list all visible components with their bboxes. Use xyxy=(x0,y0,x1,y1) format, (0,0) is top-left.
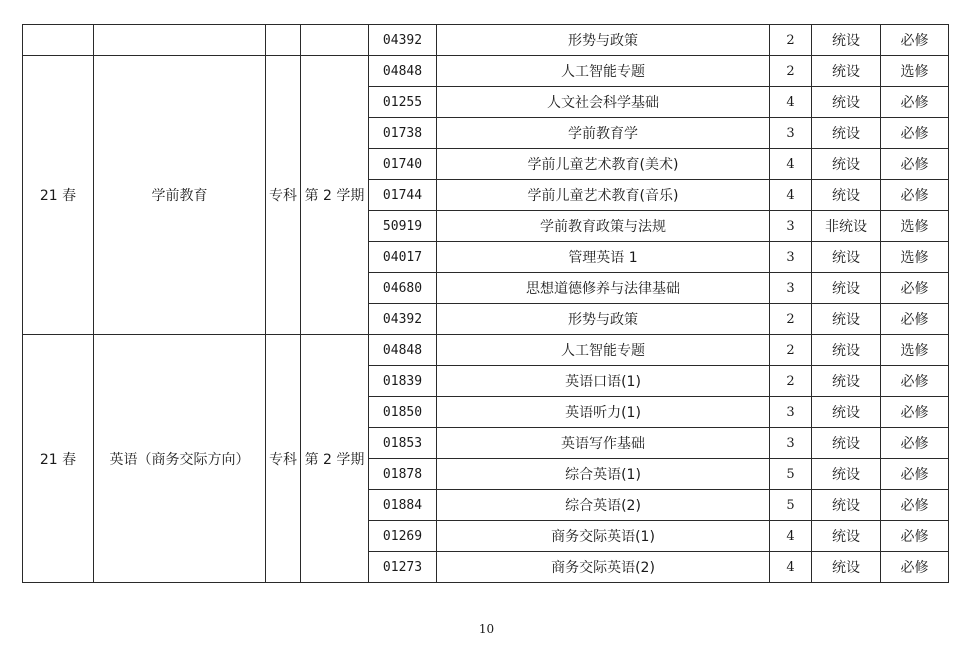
course-name: 人工智能专题 xyxy=(437,335,770,366)
course-code: 01884 xyxy=(369,490,437,521)
course-name: 人文社会科学基础 xyxy=(437,87,770,118)
course-credit: 3 xyxy=(770,397,812,428)
course-code: 04392 xyxy=(369,25,437,56)
course-kind: 统设 xyxy=(812,180,881,211)
major-cell-empty xyxy=(94,25,266,56)
course-code: 04392 xyxy=(369,304,437,335)
course-type: 必修 xyxy=(881,180,949,211)
level-cell-empty xyxy=(266,25,301,56)
course-type: 选修 xyxy=(881,242,949,273)
course-credit: 4 xyxy=(770,521,812,552)
course-code: 04680 xyxy=(369,273,437,304)
course-name: 学前儿童艺术教育(美术) xyxy=(437,149,770,180)
table-row xyxy=(23,335,949,366)
course-kind: 统设 xyxy=(812,242,881,273)
course-type: 必修 xyxy=(881,25,949,56)
course-name: 英语口语(1) xyxy=(437,366,770,397)
course-type: 必修 xyxy=(881,459,949,490)
course-credit: 3 xyxy=(770,428,812,459)
course-kind: 统设 xyxy=(812,335,881,366)
course-type: 必修 xyxy=(881,273,949,304)
course-type: 必修 xyxy=(881,428,949,459)
course-code: 01839 xyxy=(369,366,437,397)
course-credit: 3 xyxy=(770,118,812,149)
course-type: 必修 xyxy=(881,87,949,118)
course-name: 形势与政策 xyxy=(437,304,770,335)
course-code: 01273 xyxy=(369,552,437,583)
course-kind: 统设 xyxy=(812,428,881,459)
course-kind: 统设 xyxy=(812,118,881,149)
course-credit: 4 xyxy=(770,180,812,211)
course-type: 选修 xyxy=(881,335,949,366)
course-name: 形势与政策 xyxy=(437,25,770,56)
course-kind: 统设 xyxy=(812,149,881,180)
course-name: 人工智能专题 xyxy=(437,56,770,87)
course-code: 01740 xyxy=(369,149,437,180)
course-kind: 统设 xyxy=(812,459,881,490)
course-credit: 3 xyxy=(770,273,812,304)
course-type: 选修 xyxy=(881,211,949,242)
table-row xyxy=(23,56,949,87)
course-kind: 统设 xyxy=(812,25,881,56)
course-credit: 5 xyxy=(770,490,812,521)
course-type: 必修 xyxy=(881,304,949,335)
course-code: 01269 xyxy=(369,521,437,552)
course-name: 综合英语(2) xyxy=(437,490,770,521)
course-name: 学前儿童艺术教育(音乐) xyxy=(437,180,770,211)
table-row xyxy=(23,25,949,56)
course-credit: 2 xyxy=(770,366,812,397)
course-kind: 统设 xyxy=(812,397,881,428)
course-code: 01850 xyxy=(369,397,437,428)
course-kind: 非统设 xyxy=(812,211,881,242)
course-kind: 统设 xyxy=(812,273,881,304)
course-credit: 2 xyxy=(770,335,812,366)
course-kind: 统设 xyxy=(812,521,881,552)
course-table xyxy=(22,24,949,583)
course-code: 01853 xyxy=(369,428,437,459)
term-cell: 21 春 xyxy=(23,335,94,583)
course-credit: 3 xyxy=(770,211,812,242)
course-name: 管理英语 1 xyxy=(437,242,770,273)
course-credit: 2 xyxy=(770,304,812,335)
course-code: 01878 xyxy=(369,459,437,490)
course-credit: 2 xyxy=(770,25,812,56)
course-type: 必修 xyxy=(881,149,949,180)
course-name: 学前教育学 xyxy=(437,118,770,149)
course-name: 综合英语(1) xyxy=(437,459,770,490)
course-code: 01255 xyxy=(369,87,437,118)
course-code: 04017 xyxy=(369,242,437,273)
course-type: 必修 xyxy=(881,521,949,552)
term-cell: 21 春 xyxy=(23,56,94,335)
course-type: 必修 xyxy=(881,552,949,583)
level-cell: 专科 xyxy=(266,335,301,583)
course-name: 商务交际英语(1) xyxy=(437,521,770,552)
major-cell: 学前教育 xyxy=(94,56,266,335)
course-type: 必修 xyxy=(881,397,949,428)
course-code: 04848 xyxy=(369,56,437,87)
course-name: 学前教育政策与法规 xyxy=(437,211,770,242)
course-code: 50919 xyxy=(369,211,437,242)
course-type: 必修 xyxy=(881,366,949,397)
course-code: 01744 xyxy=(369,180,437,211)
page-number: 10 xyxy=(478,622,495,636)
table-body xyxy=(23,25,949,583)
semester-cell: 第 2 学期 xyxy=(301,335,369,583)
course-credit: 5 xyxy=(770,459,812,490)
course-kind: 统设 xyxy=(812,56,881,87)
course-credit: 4 xyxy=(770,552,812,583)
course-code: 04848 xyxy=(369,335,437,366)
course-code: 01738 xyxy=(369,118,437,149)
major-cell: 英语（商务交际方向） xyxy=(94,335,266,583)
course-credit: 4 xyxy=(770,149,812,180)
course-credit: 3 xyxy=(770,242,812,273)
semester-cell-empty xyxy=(301,25,369,56)
course-type: 必修 xyxy=(881,118,949,149)
course-name: 英语写作基础 xyxy=(437,428,770,459)
term-cell-empty xyxy=(23,25,94,56)
course-name: 英语听力(1) xyxy=(437,397,770,428)
course-credit: 2 xyxy=(770,56,812,87)
course-kind: 统设 xyxy=(812,552,881,583)
semester-cell: 第 2 学期 xyxy=(301,56,369,335)
course-kind: 统设 xyxy=(812,366,881,397)
course-name: 思想道德修养与法律基础 xyxy=(437,273,770,304)
course-type: 必修 xyxy=(881,490,949,521)
course-kind: 统设 xyxy=(812,490,881,521)
course-type: 选修 xyxy=(881,56,949,87)
course-kind: 统设 xyxy=(812,304,881,335)
course-kind: 统设 xyxy=(812,87,881,118)
level-cell: 专科 xyxy=(266,56,301,335)
course-name: 商务交际英语(2) xyxy=(437,552,770,583)
course-credit: 4 xyxy=(770,87,812,118)
